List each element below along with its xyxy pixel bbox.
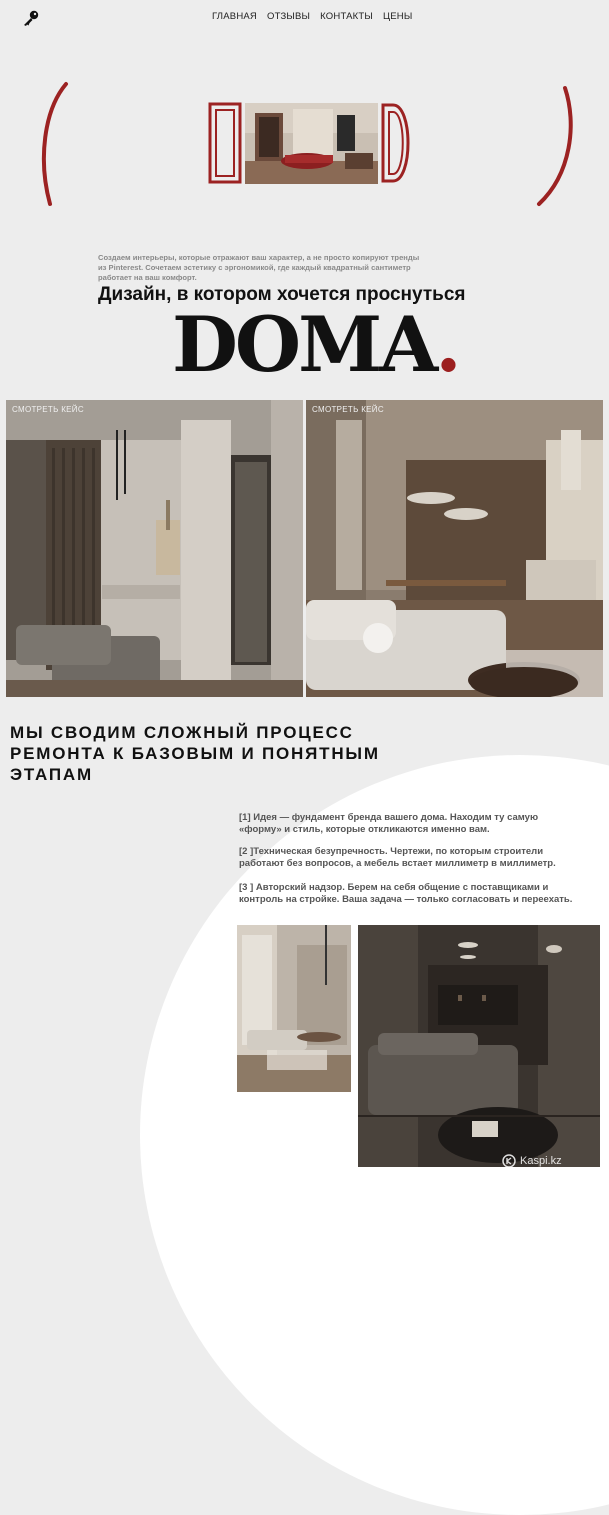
- case-card-living-room[interactable]: [306, 400, 603, 697]
- kaspi-icon: [502, 1154, 516, 1168]
- process-step-3: [3 ] Авторский надзор. Берем на себя общение с поставщиками и контроль на стройке. Ваша задача — только согласовать и переехать.: [239, 882, 573, 905]
- process-title: МЫ СВОДИМ СЛОЖНЫЙ ПРОЦЕСС РЕМОНТА К БАЗОВЫМ И ПОНЯТНЫМ ЭТАПАМ: [10, 723, 380, 784]
- nav-item-home[interactable]: ГЛАВНАЯ: [212, 11, 257, 22]
- hero-headline: Дизайн, в котором хочется проснуться: [98, 284, 466, 305]
- brand-word: DOMA: [172, 300, 436, 389]
- process-step-2: [2 ]Техническая безупречность. Чертежи, по которым строители работают без вопросов, а мебель встает миллиметр в миллиметр.: [239, 846, 556, 869]
- key-icon[interactable]: [22, 9, 40, 27]
- letter-frame-left: [208, 102, 244, 184]
- hero-interior-photo: [245, 103, 378, 184]
- letter-frame-right: [379, 102, 417, 184]
- interior-photo-large: [358, 925, 600, 1167]
- process-step-1: [1] Идея — фундамент бренда вашего дома. Находим ту самую «форму» и стиль, которые откликаются именно вам.: [239, 812, 539, 835]
- nav-item-contacts[interactable]: КОНТАКТЫ: [320, 11, 374, 22]
- hero-lead-text: Создаем интерьеры, которые отражают ваш характер, а не просто копируют тренды из Pinterest. Сочетаем эстетику с эргономикой, где каждый квадратный сантиметр работает на ваш комфорт.: [98, 253, 420, 282]
- right-bracket-decoration: [535, 84, 579, 209]
- watermark-text: Kaspi.kz: [520, 1155, 562, 1167]
- nav-item-reviews[interactable]: ОТЗЫВЫ: [266, 11, 311, 22]
- main-nav: [212, 11, 412, 22]
- brand-dot: .: [435, 300, 459, 389]
- brand-wordmark: [172, 300, 459, 389]
- interior-photo-small: [237, 925, 351, 1092]
- case-card-hallway[interactable]: [6, 400, 303, 697]
- case-label[interactable]: СМОТРЕТЬ КЕЙС: [12, 405, 84, 414]
- case-label[interactable]: СМОТРЕТЬ КЕЙС: [312, 405, 384, 414]
- left-bracket-decoration: [36, 80, 72, 210]
- watermark: [502, 1154, 562, 1168]
- nav-item-prices[interactable]: ЦЕНЫ: [383, 11, 413, 22]
